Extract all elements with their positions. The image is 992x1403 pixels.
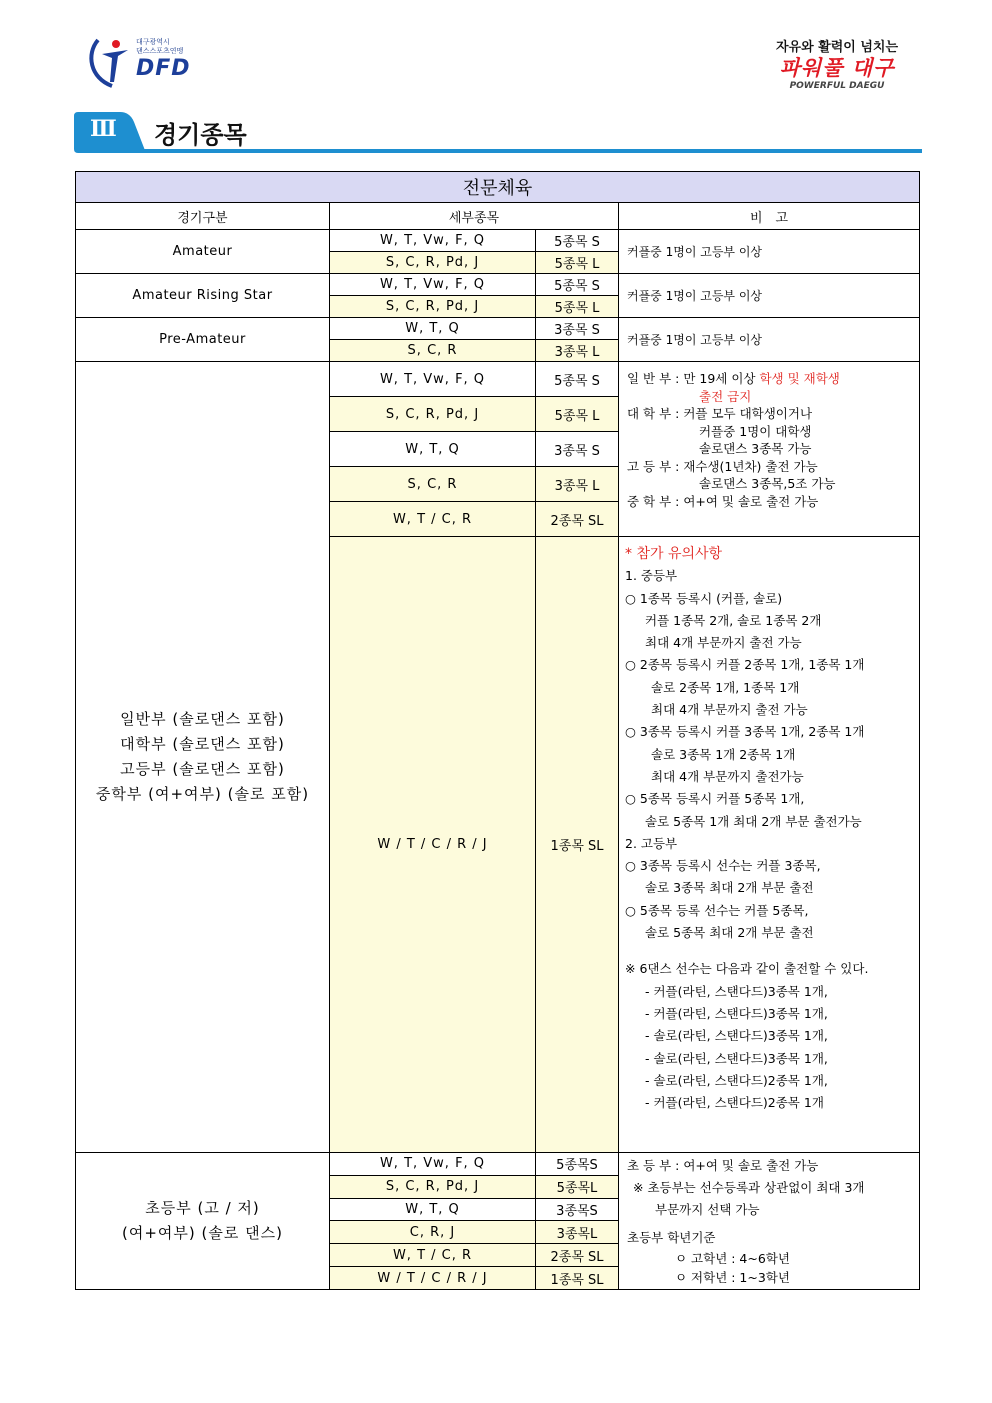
events-cell: W, T / C, R [330, 502, 536, 537]
remark-cell: 커플중 1명이 고등부 이상 [619, 318, 920, 362]
elementary-remarks: 초 등 부 : 여+여 및 솔로 출전 가능 ※ 초등부는 선수등록과 상관없이 최대 3개 부문까지 선택 가능 초등부 학년기준 ㅇ 고학년 : 4~6학년 ㅇ 저학년 : 1~3학년 [619, 1153, 920, 1290]
table-row [76, 230, 920, 252]
count-cell: 5종목 S [536, 362, 619, 397]
events-cell: W, T, Q [330, 432, 536, 467]
category-elementary: 초등부 (고 / 저) (여+여부) (솔로 댄스) [76, 1153, 330, 1290]
remark-cell: 커플중 1명이 고등부 이상 [619, 274, 920, 318]
events-cell: W, T, Vw, F, Q [330, 362, 536, 397]
dfd-wordmark: DFD [136, 56, 191, 81]
participation-notes: * 참가 유의사항 1. 중등부 ○ 1종목 등록시 (커플, 솔로) 커플 1종목 2개, 솔로 1종목 2개 최대 4개 부문까지 출전 가능 ○ 2종목 등록시 커플 2종목 1개, 1종목 1개 솔로 2종목 1개, 1종목 1개 최대 4개 부문까지 출전 가능 ○ 3종목 등록시 커플 3종목 1개, 2종목 1개 솔로 3종목 1개 2종목 1개 최대 4개 부문까지 출전가능 ○ 5종목 등록시 커플 5종목 1개, 솔로 5종목 1개 최대 2개 부문 출전가능 2. 고등부 ○ 3종목 등록시 선수는 커플 3종목, 솔로 3종목 최대 2개 부문 출전 ○ 5종목 등록 선수는 커플 5종목, 솔로 5종목 최대 2개 부문 출전 ※ 6댄스 선수는 다음과 같이 출전할 수 있다. - 커플(라틴, 스탠다드)3종목 1개, - 커플(라틴, 스탠다드)3종목 1개, - 솔로(라틴, 스탠다드)3종목 1개, - 솔로(라틴, 스탠다드)3종목 1개, - 솔로(라틴, 스탠다드)2종목 1개, - 커플(라틴, 스탠다드)2종목 1개 [619, 537, 920, 1153]
federation-name: 대구광역시 댄스스포츠연맹 [136, 38, 184, 55]
section-title: 경기종목 [154, 121, 247, 149]
events-cell: W, T, Q [330, 318, 536, 340]
count-cell: 3종목L [536, 1221, 619, 1244]
count-cell: 3종목S [536, 1198, 619, 1221]
dfd-logo [88, 34, 218, 90]
count-cell: 2종목 SL [536, 1244, 619, 1267]
count-cell: 5종목 S [536, 230, 619, 252]
events-cell: W / T / C / R / J [330, 537, 536, 1153]
count-cell: 3종목 S [536, 432, 619, 467]
events-cell: W, T, Q [330, 1198, 536, 1221]
table-row [76, 362, 920, 397]
category-amateur-rising-star: Amateur Rising Star [76, 274, 330, 318]
category-pre-amateur: Pre-Amateur [76, 318, 330, 362]
header-events: 세부종목 [330, 203, 619, 230]
events-cell: S, C, R, Pd, J [330, 252, 536, 274]
participation-notes-title: * 참가 유의사항 [625, 546, 723, 562]
daegu-english: POWERFUL DAEGU [789, 81, 885, 91]
dancer-icon [88, 34, 136, 90]
count-cell: 1종목 SL [536, 1267, 619, 1290]
events-cell: W, T / C, R [330, 1244, 536, 1267]
count-cell: 5종목 S [536, 274, 619, 296]
count-cell: 5종목S [536, 1153, 619, 1176]
count-cell: 3종목 L [536, 467, 619, 502]
events-cell: S, C, R, Pd, J [330, 296, 536, 318]
events-cell: W, T, Vw, F, Q [330, 274, 536, 296]
count-cell: 2종목 SL [536, 502, 619, 537]
competition-events-table [75, 171, 920, 1290]
events-cell: S, C, R [330, 467, 536, 502]
table-row [76, 318, 920, 340]
section-number: Ⅲ [90, 116, 117, 142]
count-cell: 3종목 L [536, 340, 619, 362]
remark-cell: 커플중 1명이 고등부 이상 [619, 230, 920, 274]
category-general-divisions: 일반부 (솔로댄스 포함) 대학부 (솔로댄스 포함) 고등부 (솔로댄스 포함) 중학부 (여+여부) (솔로 포함) [76, 362, 330, 1153]
events-cell: W, T, Vw, F, Q [330, 1153, 536, 1176]
events-cell: S, C, R [330, 340, 536, 362]
powerful-daegu-logo [762, 36, 912, 91]
table-title: 전문체육 [76, 172, 920, 203]
count-cell: 3종목 S [536, 318, 619, 340]
count-cell: 5종목 L [536, 296, 619, 318]
category-amateur: Amateur [76, 230, 330, 274]
header-remarks: 비 고 [619, 203, 920, 230]
daegu-wordmark: 파워풀 대구 [779, 56, 895, 80]
events-cell: C, R, J [330, 1221, 536, 1244]
events-cell: W / T / C / R / J [330, 1267, 536, 1290]
count-cell: 1종목 SL [536, 537, 619, 1153]
count-cell: 5종목L [536, 1175, 619, 1198]
events-cell: S, C, R, Pd, J [330, 397, 536, 432]
header-category: 경기구분 [76, 203, 330, 230]
count-cell: 5종목 L [536, 397, 619, 432]
events-cell: W, T, Vw, F, Q [330, 230, 536, 252]
section-header [74, 112, 922, 156]
daegu-slogan: 자유와 활력이 넘치는 [775, 40, 899, 55]
division-remarks: 일 반 부 : 만 19세 이상 학생 및 재학생 출전 금지 대 학 부 : 커플 모두 대학생이거나 커플중 1명이 대학생 솔로댄스 3종목 가능 고 등 부 : 재수생(1년차) 출전 가능 솔로댄스 3종목,5조 가능 중 학 부 : 여+여 및 솔로 출전 가능 [619, 362, 920, 537]
section-underline [134, 149, 922, 153]
events-cell: S, C, R, Pd, J [330, 1175, 536, 1198]
count-cell: 5종목 L [536, 252, 619, 274]
table-row [76, 274, 920, 296]
table-row [76, 1153, 920, 1176]
